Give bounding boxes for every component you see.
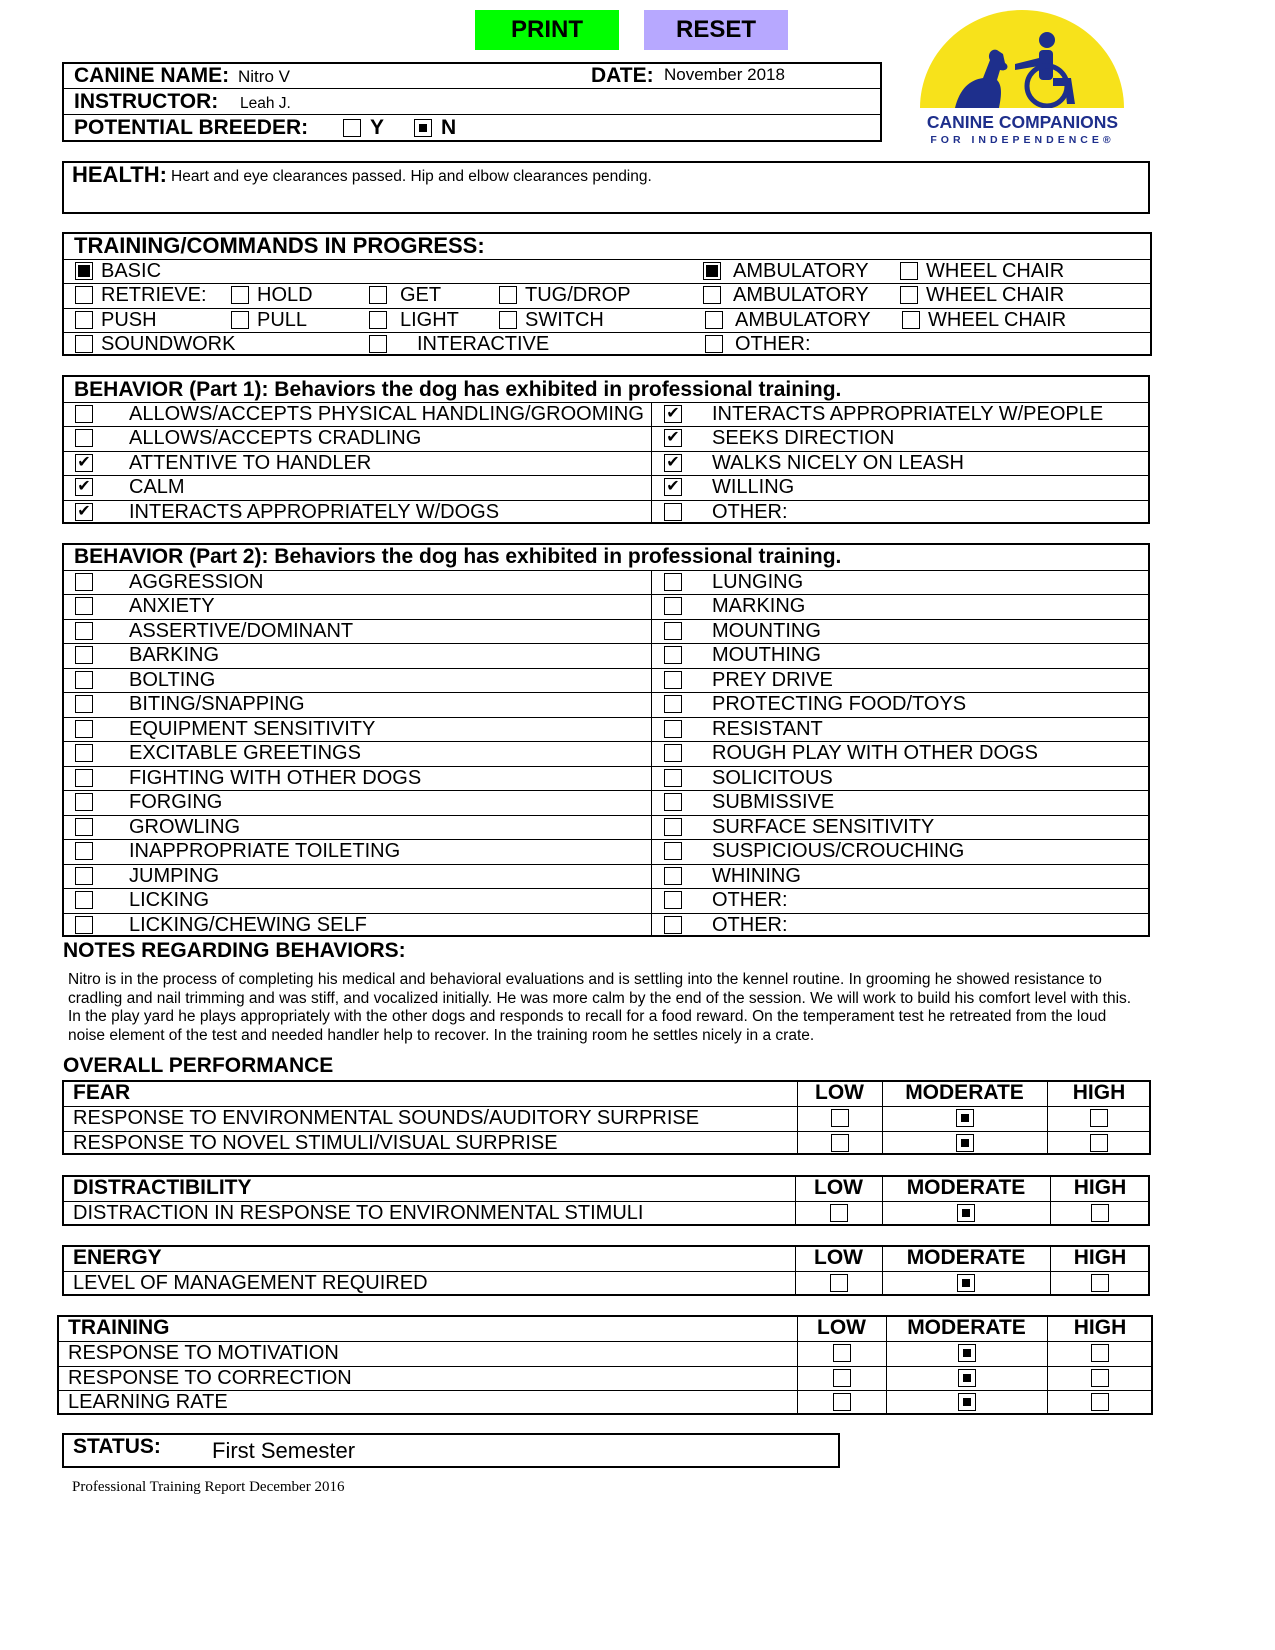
behavior2-right-label: SURFACE SENSITIVITY bbox=[712, 815, 935, 838]
behavior1-left-label: CALM bbox=[129, 476, 185, 499]
training-title: TRAINING bbox=[68, 1316, 170, 1339]
behavior2-right-checkbox[interactable] bbox=[664, 720, 682, 738]
behavior2-right-label: MOUTHING bbox=[712, 644, 821, 667]
tug-drop-label: TUG/DROP bbox=[525, 284, 631, 306]
interactive-label: INTERACTIVE bbox=[417, 333, 550, 355]
fear-low-checkbox[interactable] bbox=[831, 1134, 849, 1152]
fear-low-header: LOW bbox=[815, 1081, 864, 1104]
basic-checkbox[interactable] bbox=[75, 262, 93, 280]
training-commands-title: TRAINING/COMMANDS IN PROGRESS: bbox=[74, 233, 485, 258]
row-line bbox=[62, 864, 1150, 865]
ambulatory-3-label: AMBULATORY bbox=[735, 309, 871, 331]
row-line bbox=[62, 594, 1150, 595]
behavior2-left-label: BARKING bbox=[129, 644, 220, 667]
energy-moderate-header: MODERATE bbox=[906, 1246, 1026, 1269]
ambulatory-3-checkbox[interactable] bbox=[705, 311, 723, 329]
distract-high-checkbox[interactable] bbox=[1091, 1204, 1109, 1222]
behavior2-right-label: RESISTANT bbox=[712, 717, 823, 740]
training-row-label: RESPONSE TO CORRECTION bbox=[68, 1366, 352, 1389]
distract-low-header: LOW bbox=[814, 1176, 863, 1199]
tug-drop-checkbox[interactable] bbox=[499, 286, 517, 304]
soundwork-checkbox[interactable] bbox=[75, 335, 93, 353]
reset-button[interactable]: RESET bbox=[644, 10, 788, 50]
behavior2-right-label: PREY DRIVE bbox=[712, 668, 833, 691]
distract-row-label: DISTRACTION IN RESPONSE TO ENVIRONMENTAL STIMULI bbox=[73, 1202, 644, 1224]
behavior1-right-checkbox[interactable] bbox=[664, 478, 682, 496]
wheelchair-1-label: WHEEL CHAIR bbox=[926, 260, 1065, 282]
behavior2-right-label: ROUGH PLAY WITH OTHER DOGS bbox=[712, 742, 1038, 765]
get-checkbox[interactable] bbox=[369, 286, 387, 304]
behavior2-right-checkbox[interactable] bbox=[664, 695, 682, 713]
row-line bbox=[62, 643, 1150, 644]
logo-title: CANINE COMPANIONS bbox=[926, 112, 1119, 132]
interactive-checkbox[interactable] bbox=[369, 335, 387, 353]
training-high-checkbox[interactable] bbox=[1091, 1393, 1109, 1411]
light-checkbox[interactable] bbox=[369, 311, 387, 329]
training-row-label: RESPONSE TO MOTIVATION bbox=[68, 1342, 339, 1364]
behavior1-left-label: ALLOWS/ACCEPTS CRADLING bbox=[129, 427, 422, 450]
ambulatory-2-checkbox[interactable] bbox=[703, 286, 721, 304]
logo-emblem-icon bbox=[915, 8, 1130, 108]
get-label: GET bbox=[400, 284, 442, 306]
fear-row-label: RESPONSE TO ENVIRONMENTAL SOUNDS/AUDITORY SURPRISE bbox=[73, 1107, 700, 1129]
behavior1-right-label: OTHER: bbox=[712, 500, 788, 523]
fear-moderate-header: MODERATE bbox=[905, 1081, 1024, 1104]
training-moderate-checkbox[interactable] bbox=[958, 1369, 976, 1387]
switch-checkbox[interactable] bbox=[499, 311, 517, 329]
row-line bbox=[62, 888, 1150, 889]
notes-text[interactable]: Nitro is in the process of completing his medical and behavioral evaluations and is settling into the kennel routine. In grooming he showed resistance to cradling and nail trimming and was stiff, and vocalized initially. He was more calm by the end of the session. We will work to build his comfort level with this. In the play yard he plays appropriately with the other dogs and responds to recall for a food reward. On the temperament test he retreated from the loud noise element of the test and needed handler help to recover. In the training room he settles nicely in a crate. bbox=[68, 971, 1132, 1044]
other-command-checkbox[interactable] bbox=[705, 335, 723, 353]
date-label: DATE: bbox=[591, 64, 654, 87]
retrieve-checkbox[interactable] bbox=[75, 286, 93, 304]
ambulatory-2-label: AMBULATORY bbox=[733, 284, 869, 306]
retrieve-label: RETRIEVE: bbox=[101, 284, 207, 306]
behavior2-left-label: BITING/SNAPPING bbox=[129, 693, 305, 716]
behavior1-right-label: SEEKS DIRECTION bbox=[712, 427, 895, 450]
behavior2-right-checkbox[interactable] bbox=[664, 769, 682, 787]
behavior2-left-checkbox[interactable] bbox=[75, 622, 93, 640]
behavior1-right-checkbox[interactable] bbox=[664, 405, 682, 423]
behavior2-left-label: JUMPING bbox=[129, 864, 219, 887]
behavior1-left-checkbox[interactable] bbox=[75, 429, 93, 447]
behavior2-left-checkbox[interactable] bbox=[75, 573, 93, 591]
behavior1-right-checkbox[interactable] bbox=[664, 429, 682, 447]
breeder-yes-checkbox[interactable] bbox=[343, 119, 361, 137]
pull-label: PULL bbox=[257, 309, 308, 331]
behavior-part2-title: BEHAVIOR (Part 2): Behaviors the dog has exhibited in professional training. bbox=[74, 545, 842, 568]
print-button[interactable]: PRINT bbox=[475, 10, 619, 50]
behavior1-right-label: INTERACTS APPROPRIATELY W/PEOPLE bbox=[712, 403, 1104, 425]
notes-label: NOTES REGARDING BEHAVIORS: bbox=[63, 939, 406, 962]
health-text[interactable]: Heart and eye clearances passed. Hip and elbow clearances pending. bbox=[171, 168, 652, 185]
behavior2-left-checkbox[interactable] bbox=[75, 793, 93, 811]
wheelchair-2-label: WHEEL CHAIR bbox=[926, 284, 1065, 306]
distract-moderate-header: MODERATE bbox=[906, 1176, 1026, 1199]
row-line bbox=[62, 668, 1150, 669]
behavior2-left-label: FORGING bbox=[129, 791, 223, 814]
canine-name-label: CANINE NAME: bbox=[74, 64, 230, 87]
behavior2-right-label: LUNGING bbox=[712, 571, 804, 593]
status-label: STATUS: bbox=[73, 1435, 161, 1458]
energy-high-header: HIGH bbox=[1073, 1246, 1127, 1269]
behavior2-left-label: ANXIETY bbox=[129, 595, 215, 618]
behavior2-left-checkbox[interactable] bbox=[75, 818, 93, 836]
behavior2-left-label: FIGHTING WITH OTHER DOGS bbox=[129, 766, 422, 789]
energy-low-header: LOW bbox=[814, 1246, 863, 1269]
fear-high-header: HIGH bbox=[1072, 1081, 1126, 1104]
behavior2-right-label: OTHER: bbox=[712, 913, 788, 936]
behavior2-right-label: OTHER: bbox=[712, 889, 788, 912]
training-low-header: LOW bbox=[817, 1316, 866, 1339]
breeder-no-label: N bbox=[441, 116, 457, 139]
behavior2-left-label: GROWLING bbox=[129, 815, 241, 838]
behavior1-right-checkbox[interactable] bbox=[664, 503, 682, 521]
training-low-checkbox[interactable] bbox=[833, 1344, 851, 1362]
behavior2-left-checkbox[interactable] bbox=[75, 916, 93, 934]
wheelchair-3-label: WHEEL CHAIR bbox=[928, 309, 1067, 331]
behavior2-left-checkbox[interactable] bbox=[75, 597, 93, 615]
behavior2-left-checkbox[interactable] bbox=[75, 744, 93, 762]
energy-low-checkbox[interactable] bbox=[830, 1274, 848, 1292]
behavior2-right-checkbox[interactable] bbox=[664, 622, 682, 640]
behavior2-left-checkbox[interactable] bbox=[75, 646, 93, 664]
breeder-no-checkbox[interactable] bbox=[414, 119, 432, 137]
behavior2-left-checkbox[interactable] bbox=[75, 695, 93, 713]
training-moderate-checkbox[interactable] bbox=[958, 1344, 976, 1362]
pull-checkbox[interactable] bbox=[231, 311, 249, 329]
behavior2-right-label: SUSPICIOUS/CROUCHING bbox=[712, 840, 965, 863]
behavior1-left-checkbox[interactable] bbox=[75, 478, 93, 496]
behavior2-right-checkbox[interactable] bbox=[664, 818, 682, 836]
behavior1-left-checkbox[interactable] bbox=[75, 405, 93, 423]
wheelchair-3-checkbox[interactable] bbox=[902, 311, 920, 329]
distract-title: DISTRACTIBILITY bbox=[73, 1176, 252, 1199]
date-value[interactable]: November 2018 bbox=[664, 65, 785, 84]
behavior2-left-checkbox[interactable] bbox=[75, 891, 93, 909]
training-low-checkbox[interactable] bbox=[833, 1369, 851, 1387]
row-line bbox=[62, 475, 1150, 476]
behavior1-left-label: ALLOWS/ACCEPTS PHYSICAL HANDLING/GROOMING bbox=[129, 403, 644, 425]
behavior2-left-label: LICKING bbox=[129, 889, 210, 912]
overall-performance-label: OVERALL PERFORMANCE bbox=[63, 1054, 334, 1077]
fear-moderate-checkbox[interactable] bbox=[956, 1109, 974, 1127]
breeder-yes-label: Y bbox=[370, 116, 385, 139]
logo bbox=[915, 8, 1130, 153]
behavior2-right-checkbox[interactable] bbox=[664, 793, 682, 811]
energy-row-label: LEVEL OF MANAGEMENT REQUIRED bbox=[73, 1272, 428, 1294]
behavior2-right-checkbox[interactable] bbox=[664, 597, 682, 615]
basic-label: BASIC bbox=[101, 260, 162, 282]
behavior2-left-checkbox[interactable] bbox=[75, 842, 93, 860]
behavior1-left-label: INTERACTS APPROPRIATELY W/DOGS bbox=[129, 500, 500, 523]
behavior2-left-label: EXCITABLE GREETINGS bbox=[129, 742, 361, 765]
behavior2-left-label: AGGRESSION bbox=[129, 571, 264, 593]
status-value[interactable]: First Semester bbox=[212, 1438, 356, 1463]
behavior2-left-label: EQUIPMENT SENSITIVITY bbox=[129, 717, 376, 740]
behavior1-right-label: WALKS NICELY ON LEASH bbox=[712, 451, 964, 474]
row-line bbox=[62, 790, 1150, 791]
wheelchair-2-checkbox[interactable] bbox=[900, 286, 918, 304]
behavior2-right-checkbox[interactable] bbox=[664, 573, 682, 591]
training-row-label: LEARNING RATE bbox=[68, 1391, 228, 1413]
behavior2-right-checkbox[interactable] bbox=[664, 867, 682, 885]
push-label: PUSH bbox=[101, 309, 157, 331]
behavior2-left-checkbox[interactable] bbox=[75, 769, 93, 787]
behavior1-left-label: ATTENTIVE TO HANDLER bbox=[129, 451, 372, 474]
behavior2-left-checkbox[interactable] bbox=[75, 867, 93, 885]
behavior2-left-label: INAPPROPRIATE TOILETING bbox=[129, 840, 401, 863]
behavior2-right-label: MARKING bbox=[712, 595, 806, 618]
energy-title: ENERGY bbox=[73, 1246, 162, 1269]
training-high-header: HIGH bbox=[1073, 1316, 1127, 1339]
hold-checkbox[interactable] bbox=[231, 286, 249, 304]
behavior2-right-label: SOLICITOUS bbox=[712, 766, 833, 789]
behavior2-right-checkbox[interactable] bbox=[664, 891, 682, 909]
behavior2-right-checkbox[interactable] bbox=[664, 916, 682, 934]
behavior2-right-checkbox[interactable] bbox=[664, 744, 682, 762]
fear-title: FEAR bbox=[73, 1081, 131, 1104]
behavior2-right-checkbox[interactable] bbox=[664, 671, 682, 689]
fear-low-checkbox[interactable] bbox=[831, 1109, 849, 1127]
fear-high-checkbox[interactable] bbox=[1090, 1134, 1108, 1152]
behavior2-left-label: ASSERTIVE/DOMINANT bbox=[129, 619, 354, 642]
behavior2-left-checkbox[interactable] bbox=[75, 671, 93, 689]
behavior2-left-checkbox[interactable] bbox=[75, 720, 93, 738]
push-checkbox[interactable] bbox=[75, 311, 93, 329]
behavior-part1-title: BEHAVIOR (Part 1): Behaviors the dog has exhibited in professional training. bbox=[74, 378, 842, 401]
behavior2-right-checkbox[interactable] bbox=[664, 842, 682, 860]
energy-moderate-checkbox[interactable] bbox=[957, 1274, 975, 1292]
ambulatory-1-label: AMBULATORY bbox=[733, 260, 869, 282]
instructor-label: INSTRUCTOR: bbox=[74, 90, 219, 113]
behavior2-right-checkbox[interactable] bbox=[664, 646, 682, 664]
ambulatory-1-checkbox[interactable] bbox=[703, 262, 721, 280]
fear-moderate-checkbox[interactable] bbox=[956, 1134, 974, 1152]
fear-row-label: RESPONSE TO NOVEL STIMULI/VISUAL SURPRISE bbox=[73, 1131, 558, 1154]
training-high-checkbox[interactable] bbox=[1091, 1369, 1109, 1387]
distract-low-checkbox[interactable] bbox=[830, 1204, 848, 1222]
behavior1-left-checkbox[interactable] bbox=[75, 454, 93, 472]
distract-high-header: HIGH bbox=[1073, 1176, 1127, 1199]
training-moderate-header: MODERATE bbox=[907, 1316, 1026, 1339]
behavior2-right-label: WHINING bbox=[712, 864, 801, 887]
training-moderate-checkbox[interactable] bbox=[958, 1393, 976, 1411]
status-box bbox=[62, 1433, 840, 1468]
canine-name-value[interactable]: Nitro V bbox=[238, 67, 290, 86]
behavior1-left-checkbox[interactable] bbox=[75, 503, 93, 521]
hold-label: HOLD bbox=[257, 284, 313, 306]
footer-text: Professional Training Report December 2016 bbox=[72, 1479, 345, 1495]
health-label: HEALTH: bbox=[72, 162, 167, 187]
training-high-checkbox[interactable] bbox=[1091, 1344, 1109, 1362]
logo-subtitle: FOR INDEPENDENCE® bbox=[930, 134, 1115, 146]
behavior2-right-label: PROTECTING FOOD/TOYS bbox=[712, 693, 967, 716]
switch-label: SWITCH bbox=[525, 309, 604, 331]
behavior2-right-label: SUBMISSIVE bbox=[712, 791, 835, 814]
soundwork-label: SOUNDWORK bbox=[101, 333, 236, 355]
energy-high-checkbox[interactable] bbox=[1091, 1274, 1109, 1292]
distract-moderate-checkbox[interactable] bbox=[957, 1204, 975, 1222]
light-label: LIGHT bbox=[400, 309, 459, 331]
other-command-label: OTHER: bbox=[735, 333, 811, 355]
behavior1-right-label: WILLING bbox=[712, 476, 795, 499]
breeder-label: POTENTIAL BREEDER: bbox=[74, 116, 309, 139]
fear-high-checkbox[interactable] bbox=[1090, 1109, 1108, 1127]
behavior2-left-label: BOLTING bbox=[129, 668, 216, 691]
behavior1-right-checkbox[interactable] bbox=[664, 454, 682, 472]
behavior2-right-label: MOUNTING bbox=[712, 619, 821, 642]
wheelchair-1-checkbox[interactable] bbox=[900, 262, 918, 280]
behavior2-left-label: LICKING/CHEWING SELF bbox=[129, 913, 367, 936]
training-low-checkbox[interactable] bbox=[833, 1393, 851, 1411]
instructor-value[interactable]: Leah J. bbox=[240, 95, 291, 112]
